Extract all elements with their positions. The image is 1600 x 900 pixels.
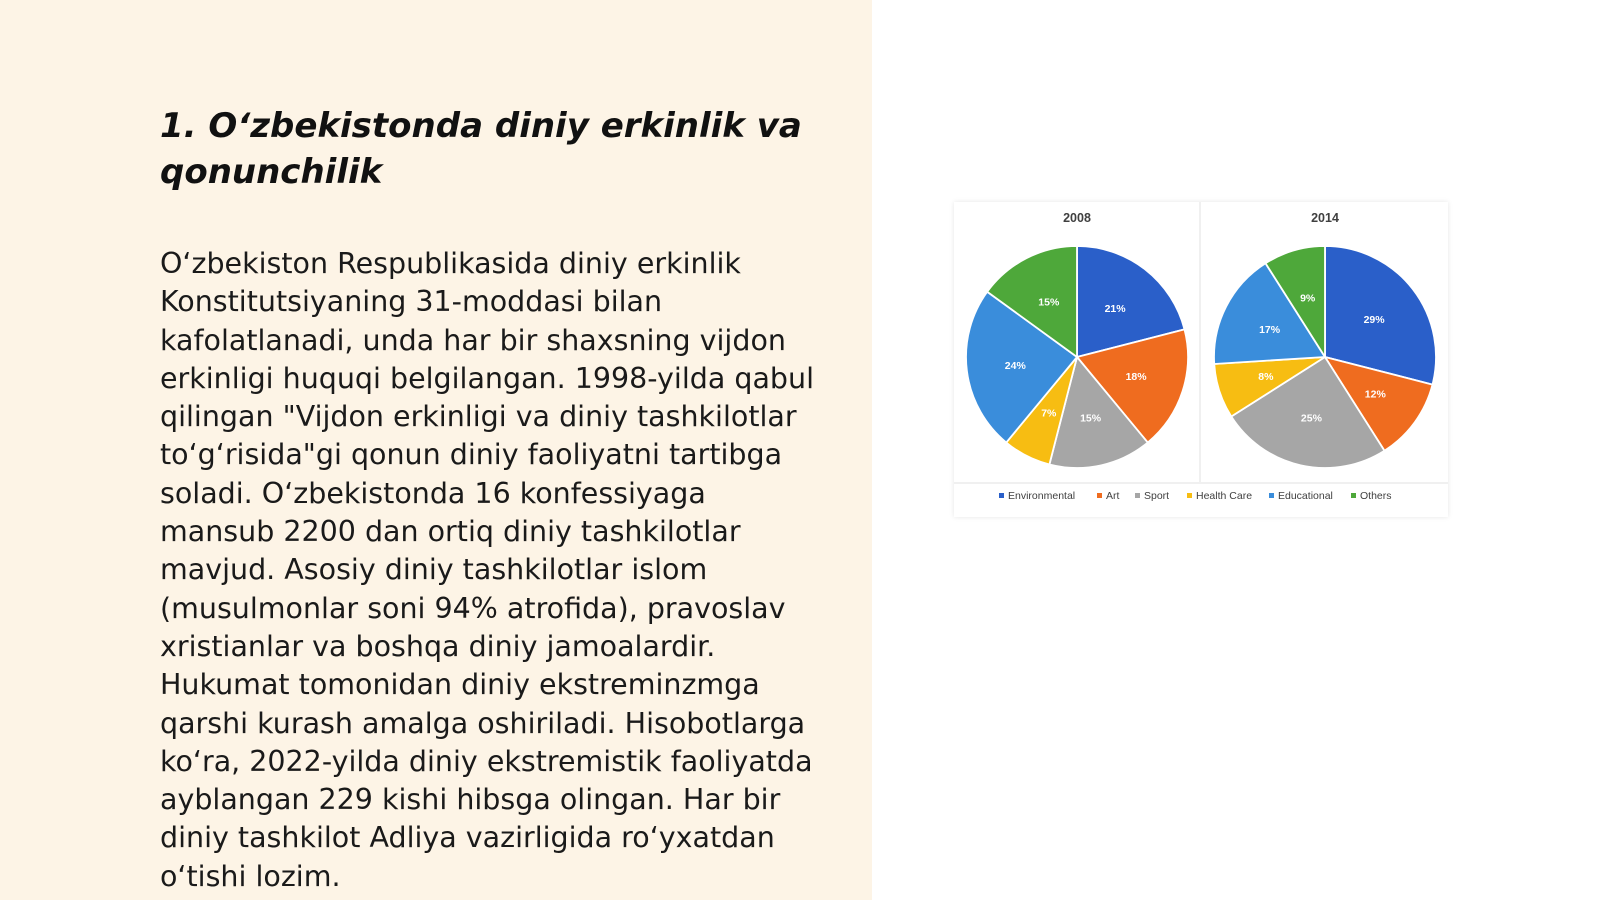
pie-charts-image	[954, 202, 1448, 517]
legend-swatch-environmental	[999, 493, 1004, 498]
slide-title: 1. O‘zbekistonda diniy erkinlik va qonunchilik	[160, 106, 802, 192]
pie-data-label-2008-sport: 15%	[1080, 412, 1102, 425]
pie-data-label-2008-others: 15%	[1038, 296, 1060, 309]
legend-swatch-art	[1097, 493, 1102, 498]
legend-swatch-educational	[1269, 493, 1274, 498]
pie-data-label-2008-environmental: 21%	[1104, 302, 1126, 315]
pie-data-label-2014-health-care: 8%	[1258, 371, 1274, 384]
pie-title-2008: 2008	[1063, 211, 1091, 225]
slide-body-text: O‘zbekiston Respublikasida diniy erkinlik Konstitutsiyaning 31-moddasi bilan kafolatlanadi, unda har bir shaxsning vijdon erkinligi huquqi belgilangan. 1998-yilda qabul qilingan "Vijdon erkinligi va diniy tashkilotlar to‘g‘risida"gi qonun diniy faoliyatni tartibga soladi. O‘zbekistonda 16 konfessiyaga mansub 2200 dan ortiq diniy tashkilotlar mavjud. Asosiy diniy tashkilotlar islom (musulmonlar soni 94% atrofida), pravoslav xristianlar va boshqa diniy jamoalardir. Hukumat tomonidan diniy ekstreminzmga qarshi kurash amalga oshiriladi. Hisobotlarga ko‘ra, 2022-yilda diniy ekstremistik faoliyatda ayblangan 229 kishi hibsga olingan. Har bir diniy tashkilot Adliya vazirligida ro‘yxatdan o‘tishi lozim.	[160, 247, 814, 893]
pie-title-2014: 2014	[1311, 211, 1339, 225]
pie-data-label-2008-educational: 24%	[1004, 359, 1026, 372]
pie-charts-svg	[954, 202, 1448, 517]
pie-data-label-2008-art: 18%	[1125, 371, 1147, 384]
legend-swatch-others	[1351, 493, 1356, 498]
legend-label-sport: Sport	[1144, 490, 1170, 502]
pie-data-label-2008-health-care: 7%	[1041, 407, 1057, 420]
legend-label-art: Art	[1106, 490, 1120, 502]
legend-label-health-care: Health Care	[1196, 490, 1253, 502]
legend-swatch-health-care	[1187, 493, 1192, 498]
pie-data-label-2014-sport: 25%	[1300, 412, 1322, 425]
pie-data-label-2014-others: 9%	[1300, 292, 1316, 305]
pie-data-label-2014-educational: 17%	[1259, 323, 1281, 336]
pie-data-label-2014-art: 12%	[1364, 388, 1386, 401]
pie-data-label-2014-environmental: 29%	[1363, 313, 1385, 326]
legend-label-others: Others	[1360, 490, 1392, 502]
legend-swatch-sport	[1135, 493, 1140, 498]
legend-label-environmental: Environmental	[1008, 490, 1076, 502]
legend-label-educational: Educational	[1278, 490, 1333, 502]
